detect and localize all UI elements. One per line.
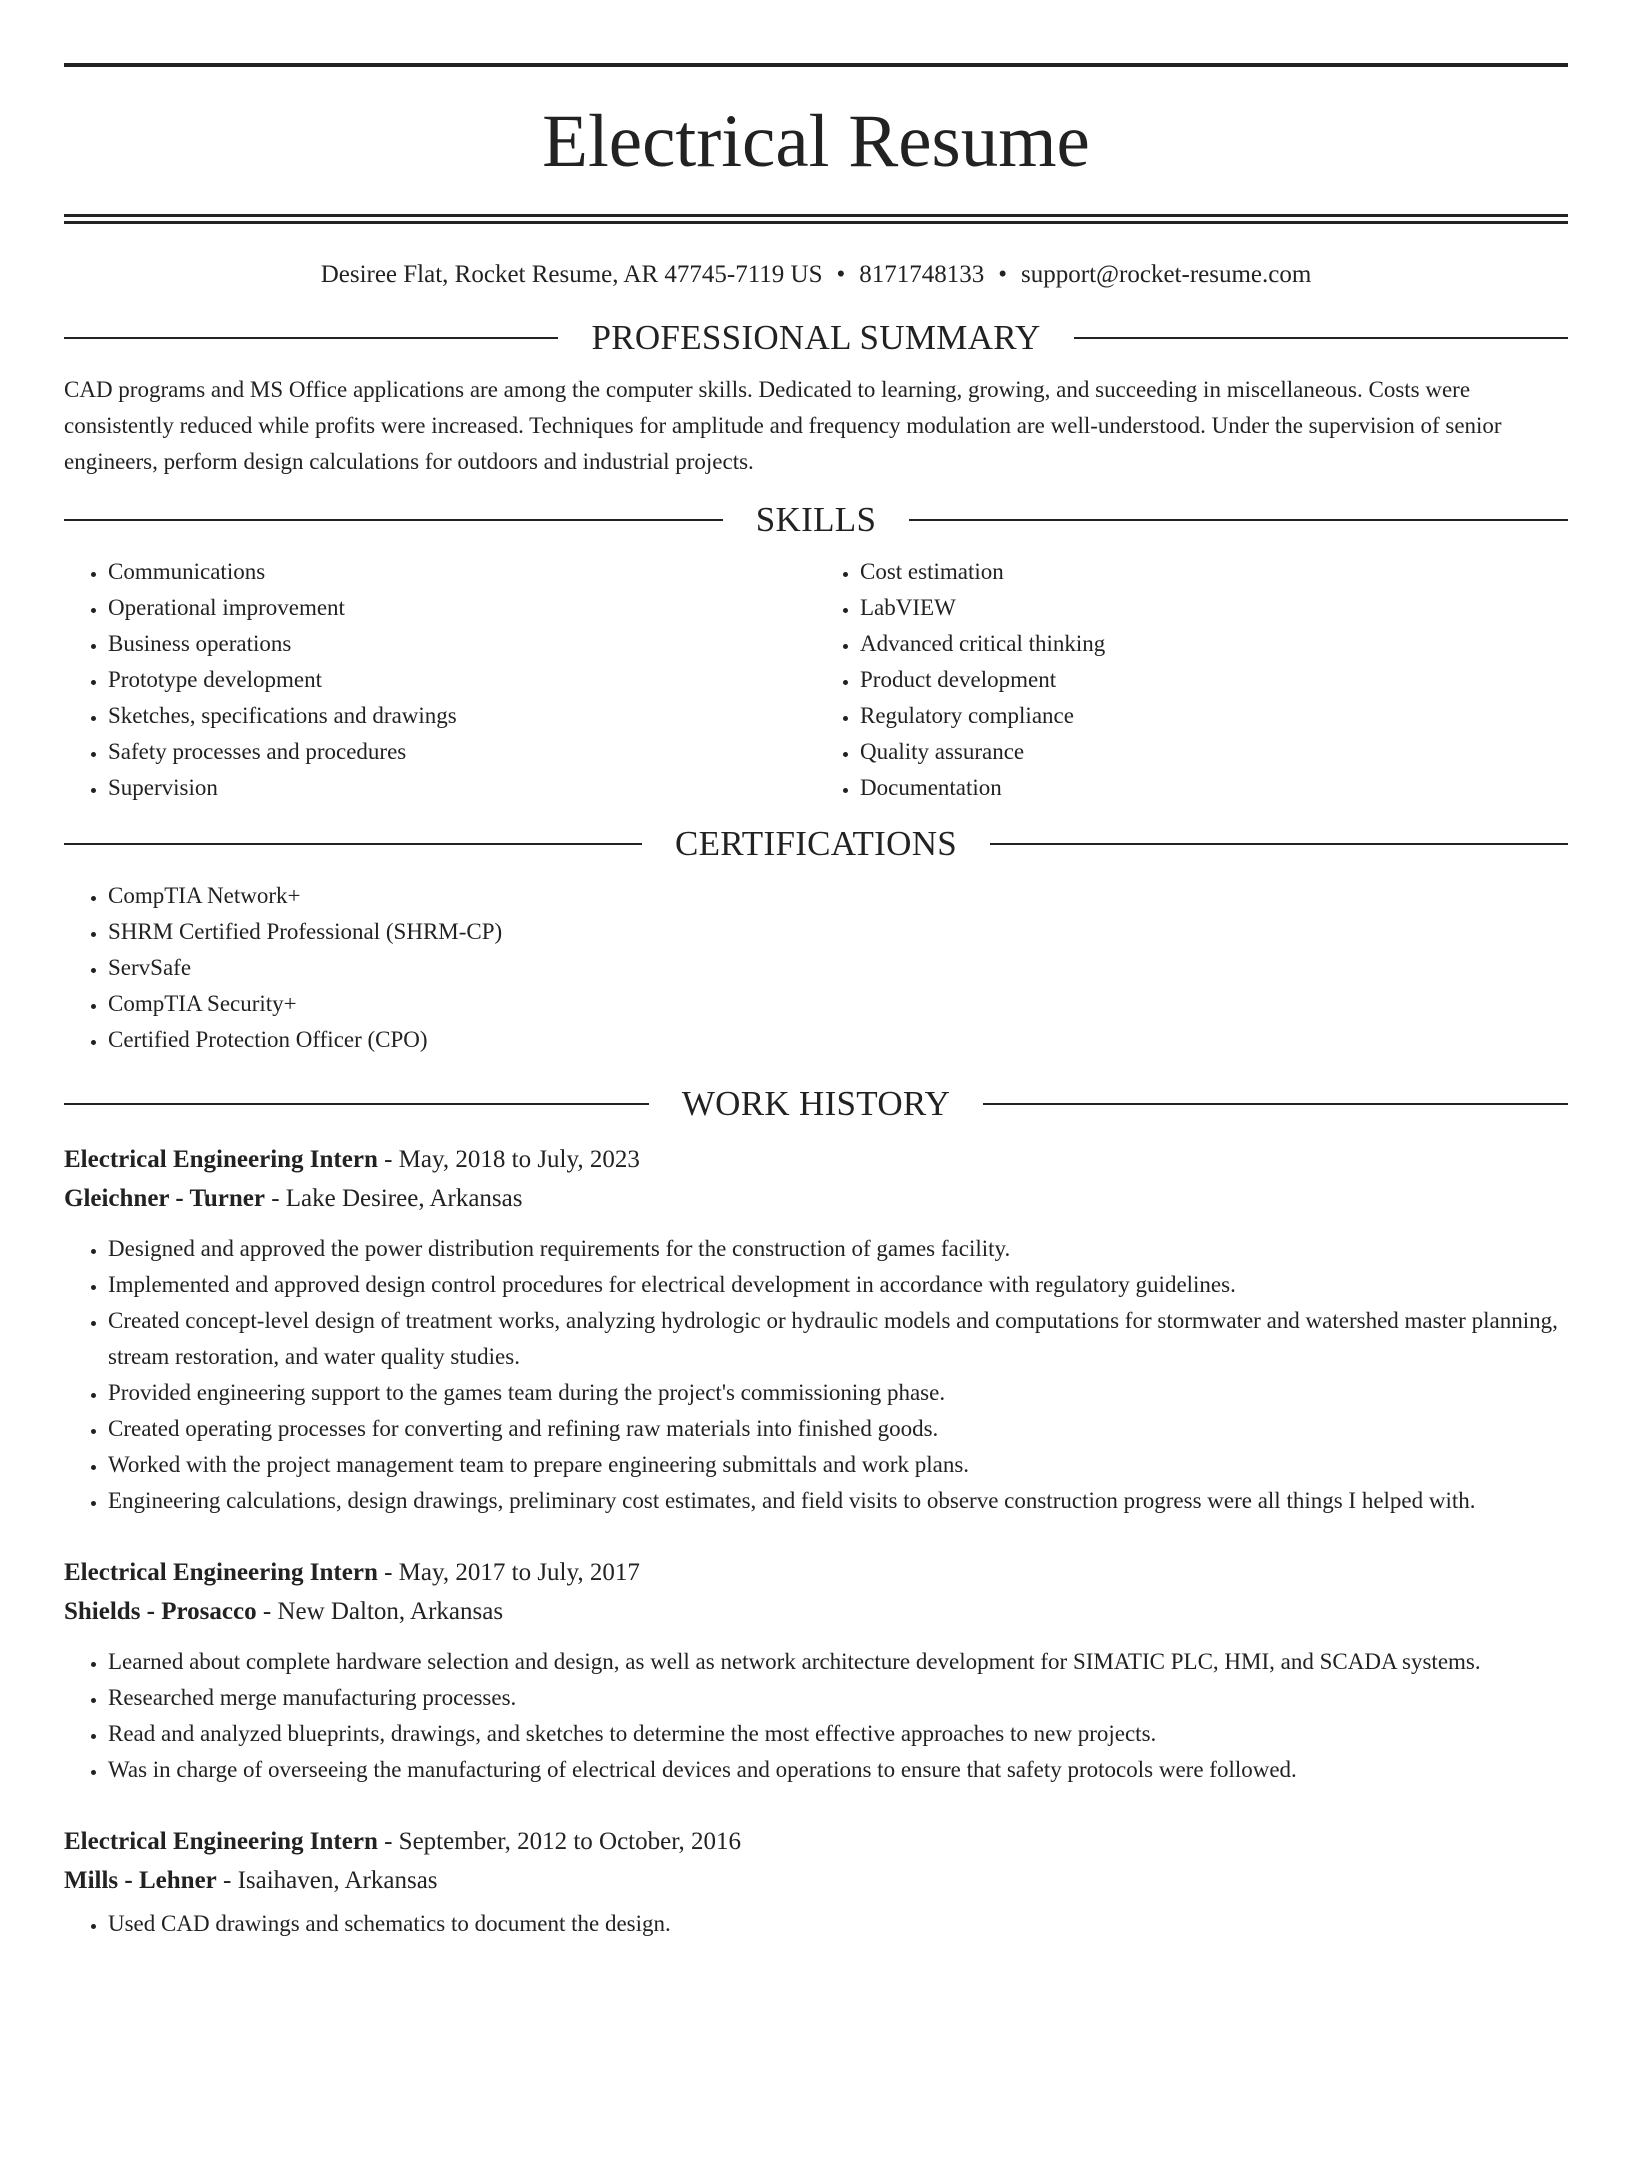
job-bullet: • Learned about complete hardware selection and design, as well as network architecture development for SIMATIC PLC, HMI, and SCADA systems. bbox=[108, 1644, 1568, 1680]
skills-heading bbox=[64, 500, 1568, 540]
skill-item: • Quality assurance bbox=[860, 734, 1568, 770]
skill-item: • Communications bbox=[108, 554, 816, 590]
heading-rule-right bbox=[990, 843, 1568, 845]
job-bullet: • Created concept-level design of treatment works, analyzing hydrologic or hydraulic models and computations for stormwater and watershed master planning, stream restoration, and water quality studies. bbox=[108, 1303, 1568, 1375]
job-title: Electrical Engineering Intern bbox=[64, 1559, 378, 1586]
skill-item: • Product development bbox=[860, 662, 1568, 698]
heading-rule-right bbox=[909, 519, 1568, 521]
job-location: - New Dalton, Arkansas bbox=[256, 1598, 504, 1625]
job-company: Mills - Lehner bbox=[64, 1867, 217, 1894]
skill-item: • Supervision bbox=[108, 770, 816, 806]
skill-item: • Regulatory compliance bbox=[860, 698, 1568, 734]
job-title-line bbox=[64, 1822, 1568, 1861]
job-company-line bbox=[64, 1179, 1568, 1218]
skills-heading-label: SKILLS bbox=[755, 500, 877, 539]
summary-text: CAD programs and MS Office applications are among the computer skills. Dedicated to learning, growing, and succeeding in miscellaneous. Costs were consistently reduced while profits were increased. Techniques for amplitude and frequency modulation are well-understood. Under the supervision of senior engineers, perform design calculations for outdoors and industrial projects. bbox=[64, 377, 1502, 474]
job-bullet: • Researched merge manufacturing processes. bbox=[108, 1680, 1568, 1716]
certification-item: • CompTIA Network+ bbox=[108, 878, 1568, 914]
heading-rule-left bbox=[64, 519, 723, 521]
job-bullet: • Provided engineering support to the games team during the project's commissioning phase. bbox=[108, 1375, 1568, 1411]
skill-item: • Documentation bbox=[860, 770, 1568, 806]
job-entry bbox=[64, 1553, 1568, 1788]
skill-item: • Operational improvement bbox=[108, 590, 816, 626]
contact-line bbox=[64, 260, 1568, 290]
job-title-line bbox=[64, 1553, 1568, 1592]
certification-item: • ServSafe bbox=[108, 950, 1568, 986]
job-bullet: • Was in charge of overseeing the manufacturing of electrical devices and operations to ensure that safety protocols were followed. bbox=[108, 1752, 1568, 1788]
summary-heading bbox=[64, 318, 1568, 358]
contact-separator: • bbox=[998, 261, 1008, 288]
certifications-heading-label: CERTIFICATIONS bbox=[674, 824, 958, 863]
contact-email: support@rocket-resume.com bbox=[1021, 261, 1312, 288]
job-bullet: • Created operating processes for converting and refining raw materials into finished goods. bbox=[108, 1411, 1568, 1447]
skill-item: • Business operations bbox=[108, 626, 816, 662]
contact-separator: • bbox=[836, 261, 846, 288]
job-bullet: • Implemented and approved design control procedures for electrical development in accordance with regulatory guidelines. bbox=[108, 1267, 1568, 1303]
job-company: Shields - Prosacco bbox=[64, 1598, 257, 1625]
heading-rule-right bbox=[983, 1103, 1568, 1105]
summary-heading-label: PROFESSIONAL SUMMARY bbox=[591, 318, 1041, 357]
certifications-list bbox=[64, 878, 1568, 1058]
job-bullet: • Worked with the project management team to prepare engineering submittals and work plans. bbox=[108, 1447, 1568, 1483]
job-dates: - September, 2012 to October, 2016 bbox=[377, 1828, 742, 1855]
heading-rule-right bbox=[1074, 337, 1568, 339]
page-title: Electrical Resume bbox=[542, 100, 1090, 183]
contact-address: Desiree Flat, Rocket Resume, AR 47745-7119 US bbox=[320, 261, 823, 288]
job-entry bbox=[64, 1140, 1568, 1519]
heading-rule-left bbox=[64, 1103, 649, 1105]
job-title-line bbox=[64, 1140, 1568, 1179]
resume-page bbox=[0, 63, 1632, 2175]
certification-item: • SHRM Certified Professional (SHRM-CP) bbox=[108, 914, 1568, 950]
job-bullets bbox=[64, 1906, 1568, 1942]
job-bullet: • Used CAD drawings and schematics to document the design. bbox=[108, 1906, 1568, 1942]
skill-item: • Prototype development bbox=[108, 662, 816, 698]
job-title: Electrical Engineering Intern bbox=[64, 1828, 378, 1855]
skill-item: • Advanced critical thinking bbox=[860, 626, 1568, 662]
contact-phone: 8171748133 bbox=[859, 261, 985, 288]
certifications-heading bbox=[64, 824, 1568, 864]
certification-item: • Certified Protection Officer (CPO) bbox=[108, 1022, 1568, 1058]
skill-item: • Safety processes and procedures bbox=[108, 734, 816, 770]
job-bullet: • Engineering calculations, design drawings, preliminary cost estimates, and field visits to observe construction progress were all things I helped with. bbox=[108, 1483, 1568, 1519]
skill-item: • Sketches, specifications and drawings bbox=[108, 698, 816, 734]
job-bullet: • Designed and approved the power distribution requirements for the construction of games facility. bbox=[108, 1231, 1568, 1267]
job-entry bbox=[64, 1822, 1568, 1942]
job-company: Gleichner - Turner bbox=[64, 1185, 265, 1212]
top-rule bbox=[64, 63, 1568, 67]
work-history-heading bbox=[64, 1084, 1568, 1124]
job-bullets bbox=[64, 1231, 1568, 1519]
job-title: Electrical Engineering Intern bbox=[64, 1146, 378, 1173]
skills-list-right bbox=[816, 554, 1568, 806]
job-dates: - May, 2018 to July, 2023 bbox=[377, 1146, 640, 1173]
job-company-line bbox=[64, 1861, 1568, 1900]
certification-item: • CompTIA Security+ bbox=[108, 986, 1568, 1022]
heading-rule-left bbox=[64, 843, 642, 845]
job-location: - Isaihaven, Arkansas bbox=[216, 1867, 438, 1894]
heading-rule-left bbox=[64, 337, 558, 339]
work-history-heading-label: WORK HISTORY bbox=[681, 1084, 951, 1123]
skill-item: • LabVIEW bbox=[860, 590, 1568, 626]
skills-columns bbox=[64, 554, 1568, 806]
job-location: - Lake Desiree, Arkansas bbox=[264, 1185, 523, 1212]
job-dates: - May, 2017 to July, 2017 bbox=[377, 1559, 640, 1586]
skills-list-left bbox=[64, 554, 816, 806]
job-company-line bbox=[64, 1592, 1568, 1631]
job-bullet: • Read and analyzed blueprints, drawings, and sketches to determine the most effective approaches to new projects. bbox=[108, 1716, 1568, 1752]
job-bullets bbox=[64, 1644, 1568, 1788]
skill-item: • Cost estimation bbox=[860, 554, 1568, 590]
title-double-rule bbox=[64, 214, 1568, 224]
